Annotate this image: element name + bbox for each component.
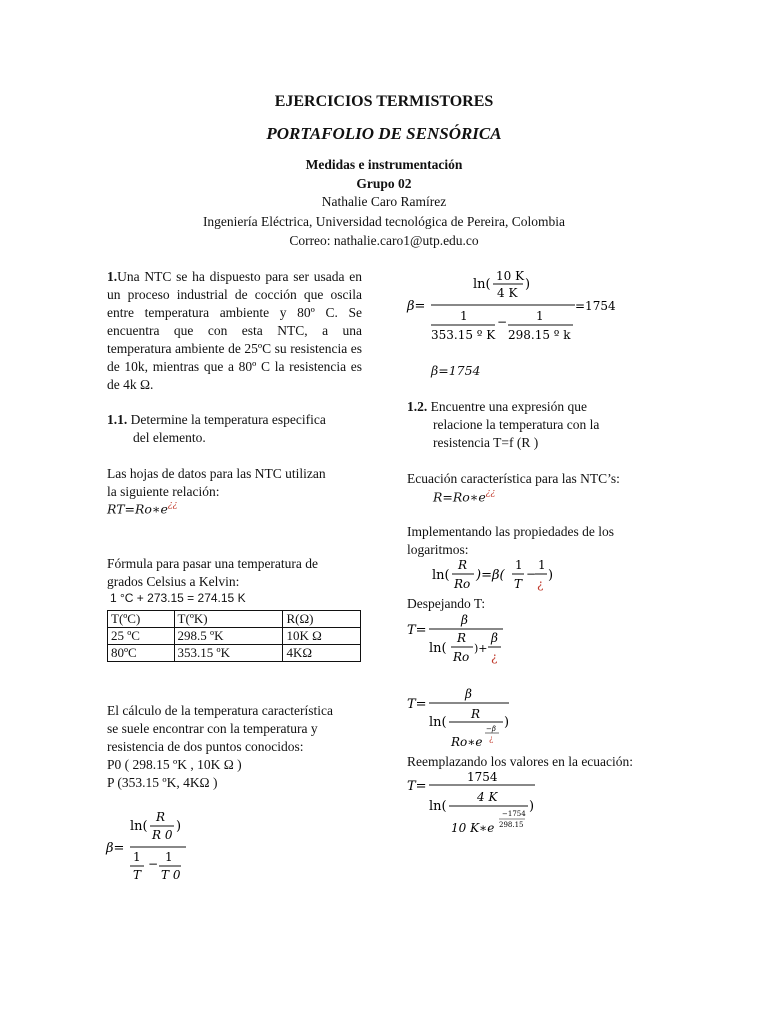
beta-ln: ln( — [130, 819, 148, 834]
author-email: Correo: nathalie.caro1@utp.edu.co — [289, 233, 479, 248]
beta-formula — [104, 806, 214, 886]
beta-one-b: 1 — [165, 850, 173, 864]
t1-Ro: Ro — [453, 650, 470, 664]
t3-num: 1754 — [467, 770, 498, 784]
question-1-2-line2: relacione la temperatura con la — [433, 417, 600, 432]
t3-exp-bot: 298.15 — [499, 821, 524, 829]
table-header-cell: T(ºC) — [108, 611, 175, 628]
beta-lhs: β= — [106, 841, 125, 856]
t3-den: 10 K∗e — [451, 821, 495, 835]
t-equation-1 — [405, 610, 515, 670]
table-cell: 4KΩ — [283, 645, 361, 662]
eq1-left: RT — [107, 501, 125, 517]
table-header-cell: T(ºK) — [174, 611, 283, 628]
impl-line1: Implementando las propiedades de los — [407, 524, 614, 539]
t1-lhs: T= — [407, 623, 427, 638]
beta-eval-minus: − — [497, 315, 508, 329]
document-subtitle: PORTAFOLIO DE SENSÓRICA — [266, 124, 502, 143]
log-T: T — [514, 577, 523, 591]
despejando-label: Despejando T: — [407, 596, 486, 611]
log-one-b: 1 — [538, 558, 546, 572]
t-equation-3 — [405, 766, 555, 838]
table-cell: 25 ºC — [108, 628, 175, 645]
ecu-exponent: ¿¿ — [485, 488, 496, 498]
t2-exp-top: −β — [486, 725, 496, 733]
beta-close: ) — [176, 819, 182, 834]
t1-beta2: β — [491, 631, 498, 645]
beta-eval-num-bot: 4 K — [497, 286, 518, 300]
table-header-cell: R(Ω) — [283, 611, 361, 628]
beta-R0: R 0 — [152, 828, 173, 842]
log-ln: ln( — [432, 568, 450, 583]
kelvin-formula: 1 °C + 273.15 = 274.15 K — [110, 591, 246, 605]
beta-eval-result: =1754 — [575, 299, 616, 313]
t1-R: R — [457, 631, 467, 645]
question-1-1-line2: del elemento. — [133, 430, 206, 445]
question-1-1-line1: Determine la temperatura especifica — [130, 412, 326, 427]
table-cell: 298.5 ºK — [174, 628, 283, 645]
calc-text — [107, 702, 372, 792]
beta-eval-d1: 353.15 º K — [431, 328, 496, 342]
datasheet-text — [107, 465, 372, 501]
table-cell: 10K Ω — [283, 628, 361, 645]
t-equation-2 — [405, 684, 535, 752]
impl-line2: logaritmos: — [407, 542, 469, 557]
t3-lhs: T= — [407, 779, 427, 794]
question-1-1 — [107, 411, 367, 447]
log-mid: )=β( — [476, 568, 505, 583]
course-name: Medidas e instrumentación — [305, 157, 463, 172]
log-R: R — [458, 558, 468, 572]
question-1-1-number: 1.1. — [107, 412, 128, 427]
kelvin-text — [107, 555, 372, 591]
problem-1-number: 1. — [107, 269, 118, 284]
problem-1-statement — [107, 268, 362, 394]
point-p0: P0 ( 298.15 ºK , 10K Ω ) — [107, 757, 242, 772]
log-Ro: Ro — [454, 577, 471, 591]
question-1-2-line3: resistencia T=f (R ) — [433, 435, 539, 450]
author-name: Nathalie Caro Ramírez — [321, 194, 447, 209]
beta-value: β=1754 — [431, 363, 481, 378]
t1-beta: β — [461, 613, 468, 627]
author-affiliation: Ingeniería Eléctrica, Universidad tecnológica de Pereira, Colombia — [202, 214, 566, 229]
t2-R: R — [471, 707, 481, 721]
beta-eval-num-top: 10 K — [496, 269, 525, 283]
question-1-2-number: 1.2. — [407, 399, 428, 414]
log-minus: − — [526, 567, 537, 581]
t2-close: ) — [504, 715, 510, 730]
beta-eval-one-a: 1 — [460, 309, 468, 323]
problem-1-text: Una NTC se ha dispuesto para ser usada en un proceso industrial de cocción que oscila entre temperatura ambiente y 80º C. Se encuentra que con esta NTC, a una temperatura ambiente de 25ºC su resistencia es de 10k, mientras que a 80º C la resistencia es de 4k Ω. — [107, 269, 362, 392]
kelvin-line2: grados Celsius a Kelvin: — [107, 574, 240, 589]
characteristic-equation-text: Ecuación característica para las NTC’s: — [407, 471, 620, 486]
ntc-equation-1 — [107, 500, 178, 518]
t3-ln: ln( — [429, 799, 447, 814]
table-cell: 80ºC — [108, 645, 175, 662]
t3-close: ) — [529, 799, 535, 814]
table-cell: 353.15 ºK — [174, 645, 283, 662]
datasheet-line2: la siguiente relación: — [107, 484, 220, 499]
beta-one-a: 1 — [133, 850, 141, 864]
beta-eval-d2: 298.15 º k — [508, 328, 571, 342]
point-p: P (353.15 ºK, 4KΩ ) — [107, 775, 218, 790]
table-row — [108, 628, 361, 645]
beta-evaluation — [405, 264, 625, 346]
calc-line1: El cálculo de la temperatura característica — [107, 703, 333, 718]
calc-line3: resistencia de dos puntos conocidos: — [107, 739, 304, 754]
reemplazando-text: Reemplazando los valores en la ecuación: — [407, 754, 634, 769]
t2-den: Ro∗e — [451, 735, 483, 749]
beta-minus: − — [148, 857, 159, 871]
group-name: Grupo 02 — [356, 176, 412, 191]
t2-ln: ln( — [429, 715, 447, 730]
table-header-row — [108, 611, 361, 628]
beta-eval-ln: ln( — [473, 277, 491, 292]
data-table — [107, 610, 361, 662]
t2-lhs: T= — [407, 697, 427, 712]
document-title: EJERCICIOS TERMISTORES — [274, 93, 494, 110]
question-1-2-line1: Encuentre una expresión que — [430, 399, 587, 414]
characteristic-equation — [433, 488, 495, 506]
eq1-exponent: ¿¿ — [167, 500, 178, 510]
eq1-right: =Ro∗e — [124, 501, 168, 517]
beta-eval-one-b: 1 — [536, 309, 544, 323]
t1-ln: ln( — [429, 641, 447, 656]
calc-line2: se suele encontrar con la temperatura y — [107, 721, 318, 736]
log-properties-text — [407, 523, 677, 559]
beta-T0: T 0 — [161, 868, 181, 882]
question-1-2 — [407, 398, 667, 452]
t3-top: 4 K — [477, 790, 498, 804]
table-row — [108, 645, 361, 662]
log-one-a: 1 — [515, 558, 523, 572]
beta-T: T — [133, 868, 142, 882]
log-equation — [430, 555, 560, 597]
t1-plus: )+ — [474, 642, 488, 655]
datasheet-line1: Las hojas de datos para las NTC utilizan — [107, 466, 326, 481]
beta-eval-close: ) — [525, 277, 531, 292]
t3-exp-top: −1754 — [502, 810, 526, 818]
beta-R: R — [156, 810, 166, 824]
t2-beta: β — [465, 687, 472, 701]
kelvin-line1: Fórmula para pasar una temperatura de — [107, 556, 319, 571]
beta-eval-lhs: β= — [407, 299, 426, 314]
log-q: ¿ — [537, 577, 544, 591]
t2-exp-bot: ¿ — [489, 734, 494, 743]
log-close: ) — [548, 568, 554, 583]
ecu-eq: R=Ro∗e — [433, 489, 486, 505]
t1-q: ¿ — [491, 650, 498, 664]
